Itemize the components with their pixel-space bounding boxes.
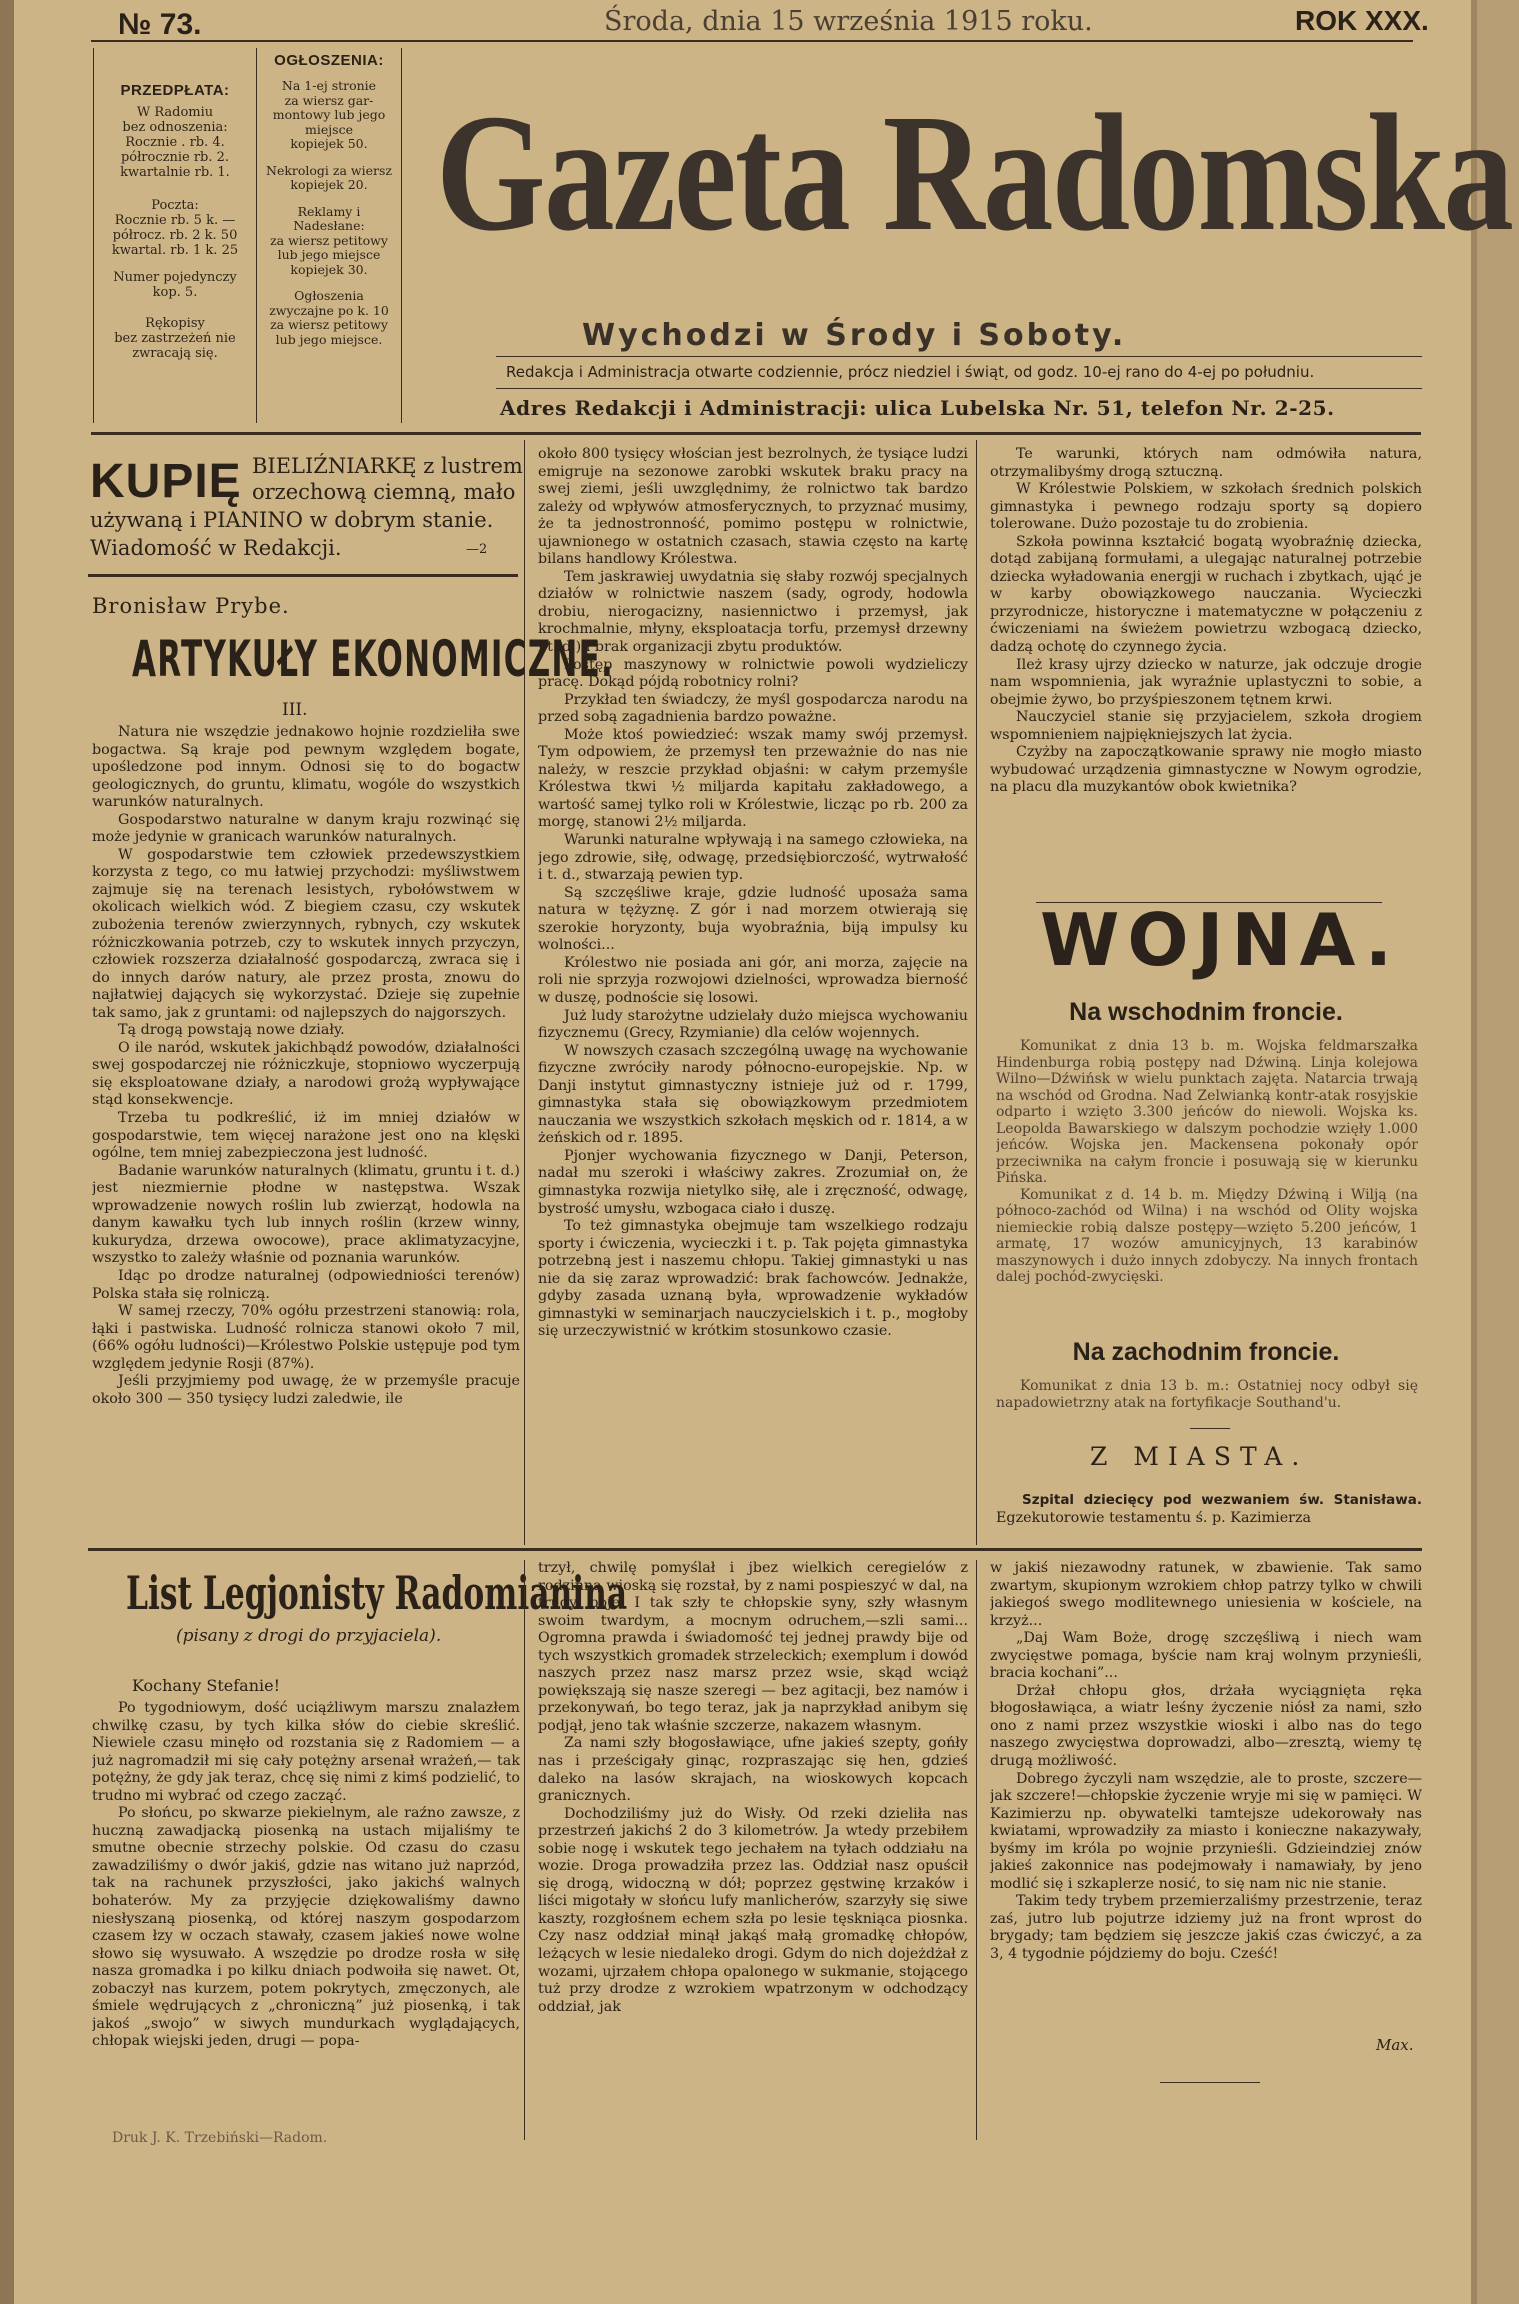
article-col-1: Natura nie wszędzie jednakowo hojnie rozdzieliła swe bogactwa. Są kraje pod pewnym względem bogate, upośledzone pod innym. Odnosi się to do bogactw geologicznych, do gruntu, klimatu, wogóle do wszystkich warunków naturalnych. Gospodarstwo naturalne w danym kraju rozwinąć się może jedynie w granicach warunków naturalnych. W gospodarstwie tem człowiek przedewszystkiem korzysta z tego, co mu łatwiej przychodzi: myśliwstwem zajmuje się na terenach lesistych, rybołówstwem w okolicach wielkich wód. Z biegiem czasu, czy wskutek zubożenia terenów zwierzynnych, rybnych, czy wskutek różniczkowania potrzeb, czy to wskutek innych przyczyn, człowiek rozszerza działalność gospodarczą, zwraca się i do innych darów natury, ale przez prosta, znowu do najłatwiej dających się wykorzystać. Dzieje się zupełnie tak samo, jak z gruntami: od najlepszych do najgorszych. Tą drogą powstają nowe działy. O ile naród, wskutek jakichbądź powodów, działalności swej gospodarczej nie różniczkuje, stopniowo wyczerpują się eksploatowane działy, a narodowi grożą wypływające stąd konsekwencje. Trzeba tu podkreślić, iż im mniej działów w gospodarstwie, tem więcej narażone jest ono na klęski ogólne, tem mniej zabezpieczona jest ludność. Badanie warunków naturalnych (klimatu, gruntu i t. d.) jest niezmiernie płodne w następstwa. Wszak wprowadzenie nowych roślin lub zwierząt, hodowla na danym kawałku tych lub innych roślin (krzew winny, kukurydza, drzewa owocowe), prace aklimatyzacyjne, wszystko to zależy właśnie od poznania warunków. Idąc po drodze naturalnej (odpowiedniości terenów) Polska stała się rolniczą. W samej rzeczy, 70% ogółu przestrzeni stanowią: rola, łąki i pastwiska. Ludność rolnicza stanowi około 7 mil, (66% ogółu ludności)—Królestwo Polskie ustępuje pod tym względem jedynie Rosji (87%). Jeśli przyjmiemy pod uwagę, że w przemyśle pracuje około 300 — 350 tysięcy ludzi zaledwie, ile [92, 724, 520, 1407]
classified-big: KUPIĘ [90, 455, 242, 508]
newspaper-subtitle: Wychodzi w Środy i Soboty. [582, 318, 1127, 353]
letter-title: List Legjonisty Radomianina [126, 1566, 628, 1620]
war-west-title: Na zachodnim froncie. [1072, 1338, 1340, 1366]
subscription-single: Numer pojedynczy kop. 5. [113, 270, 237, 300]
city-item-text: Egzekutorowie testamentu ś. p. Kazimierza [996, 1509, 1312, 1526]
city-item-title: Szpital dziecięcy pod wezwaniem św. Stanisława. [1022, 1492, 1422, 1508]
masthead-rule-1 [496, 356, 1422, 357]
letter-col-3: w jakiś niezawodny ratunek, w zbawienie. Tak samo zwartym, skupionym wzrokiem chłop patrzy tylko w chwili jakiegoś swego modlitewnego uniesienia w kościele, na krzyż... „Daj Wam Boże, drogę szczęśliwą i niech wam zwycięstwe pomaga, byście nam kraj wolnym przynieśli, bracia kochani”... Drżał chłopu głos, drżała wyciągnięta ręka błogosławiąca, a wiatr leśny życzenie niósł za nami, szło ono z nami przez wszystkie wioski i albo nas do tego naszego zwycięstwa doprowadzi, albo—zresztą, wiemy tę drugą możliwość. Dobrego życzyli nam wszędzie, ale to proste, szczere—jak szczere!—chłopskie życzenie wryje mi się w pamięci. W Kazimierzu np. obywatelki tamtejsze udekorowały nas kwiatami, wprowadziły za miasto i konieczne nakazywały, byśmy im króla po wojnie przynieśli. Gdzieindziej znów jakieś zakonnice nas podejmowały i namawiały, by jeno modlić się i szkaplerze nosić, to się nam nic nie stanie. Takim tedy trybem przemierzaliśmy przestrzenie, teraz zaś, jutro lub pojutrze idziemy już na front wprost do brygady; tam będziem się jeszcze jakiś czas ćwiczyć, a za 3, 4 tygodnie pójdziemy do boju. Cześć! [990, 1560, 1422, 1963]
subscription-box-right [256, 48, 257, 423]
column-rule-2 [976, 440, 977, 1545]
classified-rule [88, 574, 518, 577]
war-east-text: Komunikat z dnia 13 b. m. Wojska feldmarszałka Hindenburga robią postępy nad Dźwiną. Linja kolejowa Wilno—Dźwińsk w wielu punktach zajęta. Natarcia trwają na wschód od Grodna. Nad Zelwianką kontr-atak rosyjskie odparto i wzięto 3.300 jeńców do niewoli. Wojska ks. Leopolda Bawarskiego w dalszym pochodzie wzięły 1.000 jeńców. Wojska jen. Mackensena pokonały opór przeciwnika na całym froncie i posuwają się w kierunku Pińska. Komunikat z d. 14 b. m. Między Dźwiną i Wilją (na północo-zachód od Wilna) i na wschód od Olity wojska niemieckie robią dalsze postępy—wzięto 5.200 jeńców, 1 armatę, 17 wozów amunicyjnych, 13 karabinów maszynowych i dużo innych zdobyczy. Na innych frontach dalej pochód-zwycięski. [996, 1038, 1418, 1285]
subscription-mail: Rocznie rb. 5 k. — półrocz. rb. 2 k. 50 kwartal. rb. 1 k. 25 [111, 213, 239, 258]
war-title: WOJNA. [1040, 898, 1401, 982]
subscription-title: PRZEDPŁATA: [120, 82, 230, 99]
column-rule-3 [524, 1560, 525, 2140]
city-title: Z MIASTA. [1090, 1442, 1309, 1471]
classified-line3: używaną i PIANINO w dobrym stanie. [90, 508, 494, 532]
war-east-title: Na wschodnim froncie. [1069, 998, 1343, 1026]
article-title: ARTYKUŁY EKONOMICZNE. [132, 630, 615, 688]
war-west-text: Komunikat z dnia 13 b. m.: Ostatniej nocy odbył się napadowietrzny atak na fortyfikacje Southand'u. [996, 1378, 1418, 1411]
letter-col-2: trzył, chwilę pomyślał i jbez wielkich ceregielów z rodzinną wioską się rozstał, by z nami pospieszyć w dal, na trudy, boje. I tak szły te chłopskie syny, szły własnym swoim twardym, a mocnym odruchem,—szli sami... Ogromna prawda i świadomość tej jednej prawdy bije od tych wszystkich gromadek strzeleckich; exemplum i dowód naszych przez nasz marsz przez wsie, skąd wciąż powiększają się nasze szeregi — bez agitacji, bez namów i przekonywań, bo tego teraz, jak ja naprzykład anibym się podjął, jeno tak właśnie szczerze, nakazem własnym. Za nami szły błogosławiące, ufne jakieś szepty, gońły nas i prześcigały ginąc, rozpraszając się hen, gdzieś daleko na lasów skrajach, na wioskowych kopcach granicznych. Dochodziliśmy już do Wisły. Od rzeki dzieliła nas przestrzeń jakichś 2 do 3 kilometrów. Ja wtedy przebiłem sobie nogę i wskutek tego jechałem na tyłach oddziału na wozie. Droga prowadziła przez las. Oddział nasz opuścił się drogą, widoczną w dół; poprzez gęstwinę krzaków i liści migotały w słońcu lufy manlicherów, szarzyły się siwe kaszty, rozgłośnem echem szła po lesie tęskniąca piosnka. Czy nasz oddział minął jakąś małą gromadkę chłopów, leżących w lesie niedaleko drogi. Gdym do nich dojeżdżał z wozami, ujrzałem chłopa opalonego w sukmanie, stojącego tuż przy drodze z wzrokiem wpatrzonym w odchodzący oddział, jak [538, 1560, 968, 2015]
subscription-box-left [93, 48, 94, 423]
year-label: ROK XXX. [1295, 5, 1429, 36]
page-right-edge [1471, 0, 1519, 2304]
subscription-local: W Radomiu bez odnoszenia: Rocznie . rb. 4. półrocznie rb. 2. kwartalnie rb. 1. [120, 105, 230, 180]
column-rule-4 [976, 1560, 977, 2140]
classified-ad [88, 446, 523, 566]
letter-greeting: Kochany Stefanie! [132, 1676, 281, 1695]
column-rule-1 [524, 440, 525, 1545]
city-rule [1190, 1428, 1230, 1429]
classified-line2: orzechową ciemną, mało [252, 480, 516, 504]
subscription-manuscripts: Rękopisy bez zastrzeżeń nie zwracają się. [114, 316, 236, 361]
printer-line: Druk J. K. Trzebiński—Radom. [112, 2130, 328, 2146]
ads-box [260, 52, 398, 347]
classified-ref: —2 [466, 542, 488, 557]
page-left-edge [0, 0, 14, 2304]
article-author: Bronisław Prybe. [92, 594, 290, 618]
article-col-2: około 800 tysięcy włościan jest bezrolnych, że tysiące ludzi emigruje na sezonowe zarobki wskutek braku pracy na swej ziemi, jeśli uwzględnimy, że rolnictwo tak bardzo zależy od wpływów atmosferycznych, to przyznać musimy, że ta jednostronność, pomimo postępu w rolnictwie, ujawnionego w ostatnich czasach, stawia często na kartę bilans handlowy Królestwa. Tem jaskrawiej uwydatnia się słaby rozwój specjalnych działów w rolnictwie naszem (sady, ogrody, hodowla drobiu, nierogacizny, nasiennictwo i przemysł, jak krochmalnie, młyny, eksploatacja torfu, przemysł drzewny i t. d.) i brak organizacji zbytu produktów. Postęp maszynowy w rolnictwie powoli wydzieliczy pracę. Dokąd pójdą robotnicy rolni? Przykład ten świadczy, że myśl gospodarcza narodu na przed sobą zagadnienia bardzo poważne. Może ktoś powiedzieć: wszak mamy swój przemysł. Tym odpowiem, że przemysł ten przeważnie do nas nie należy, w reszcie przykład objaśni: w całym przemyśle Królestwa tkwi ½ miljarda kapitału zakładowego, a wartość samej tylko roli w Królestwie, licząc po rb. 200 za morgę, stanowi 2½ miljarda. Warunki naturalne wpływają i na samego człowieka, na jego zdrowie, siłę, odwagę, przedsiębiorczość, wytrwałość i t. d., stwarzają pewien typ. Są szczęśliwe kraje, gdzie ludność uposaża sama natura w tężyznę. Z gór i nad morzem otwierają się szerokie horyzonty, buja wyobraźnia, biją impulsy ku wolności... Królestwo nie posiada ani gór, ani morza, zajęcie na roli nie sprzyja rozwojowi dzielności, wprowadza bierność w duszę, podnoście się losowi. Już ludy starożytne udzielały dużo miejsca wychowaniu fizycznemu (Grecy, Rzymianie) dla celów wojennych. W nowszych czasach szczególną uwagę na wychowanie fizyczne zwróciły narody północno-europejskie. Np. w Danji instytut gimnastyczny istnieje już od r. 1799, gimnastyka stała się obowiązkowym przedmiotem nauczania we wszystkich szkołach męskich od r. 1814, a w żeńskich od r. 1895. Pjonjer wychowania fizycznego w Danji, Peterson, nadał mu szeroki i właściwy zakres. Zrozumiał on, że gimnastyka rozwija nietylko siłę, ale i zręczność, odwagę, bystrość umysłu, wzbogaca ciało i duszę. To też gimnastyka obejmuje tam wszelkiego rodzaju sporty i ćwiczenia, wycieczki i t. p. Tak pojęta gimnastyka potrzebną jest i naszemu chłopu. Takiej gimnastyki u nas nie da się zaraz wprowadzić: brak fachowców. Jednakże, gdyby zasada uznaną była, wprowadzenie wykładów gimnastyki w seminarjach nauczycielskich i t. p., mogłoby się urzeczywistnić w krótkim stosunkowo czasie. [538, 446, 968, 1340]
address: Adres Redakcji i Administracji: ulica Lubelska Nr. 51, telefon Nr. 2-25. [500, 396, 1335, 420]
article-part: III. [282, 700, 308, 720]
date-line: Środa, dnia 15 września 1915 roku. [604, 6, 1093, 37]
newspaper-title: Gazeta Radomska [436, 80, 1513, 266]
ads-lines: Na 1-ej stronie za wiersz gar- montowy lub jego miejsce kopiejek 50. Nekrologi za wiersz kopiejek 20. Reklamy i Nadesłane: za wiersz petitowy lub jego miejsce kopiejek 30. Ogłoszenia zwyczajne po k. 10 za wiersz petitowy lub jego miejsce. [266, 78, 392, 347]
office-hours: Redakcja i Administracja otwarte codziennie, prócz niedziel i świąt, od godz. 10-ej rano do 4-ej po południu. [506, 363, 1315, 381]
subscription-mail-title: Poczta: [151, 198, 199, 213]
letter-end-rule [1160, 2082, 1260, 2083]
issue-number: № 73. [118, 8, 202, 41]
letter-signature: Max. [1376, 2036, 1414, 2054]
masthead-rule-3 [91, 432, 1421, 435]
subscription-box [96, 82, 254, 361]
letter-subtitle: (pisany z drogi do przyjaciela). [176, 1626, 442, 1646]
classified-line4: Wiadomość w Redakcji. [90, 536, 342, 560]
section-rule [88, 1548, 1422, 1551]
masthead-rule-2 [496, 388, 1422, 389]
classified-line1: BIELIŹNIARKĘ z lustrem [252, 454, 523, 478]
city-item [996, 1492, 1422, 1532]
ads-box-right [401, 48, 402, 423]
article-col-3: Te warunki, których nam odmówiła natura, otrzymalibyśmy drogą sztuczną. W Królestwie Polskiem, w szkołach średnich polskich gimnastyka i pewnego rodzaju sporty są dopiero tolerowane. Dużo pozostaje tu do zrobienia. Szkoła powinna kształcić bogatą wyobraźnię dziecka, dotąd zabijaną formułami, a ulegając naturalnej potrzebie dziecka wyładowania energji w ruchach i zbytkach, ująć je w karby obowiązkowego nauczania. Wycieczki przyrodnicze, historyczne i matematyczne w połączeniu z ćwiczeniami na świeżem powietrzu wzbogacą dziecko, dadzą ochotę do czynnego życia. Ileż krasy ujrzy dziecko w naturze, jak odczuje drogie nam wspomnienia, jak wyraźnie uplastyczni to sobie, a obejmie żywo, bo przyśpieszonem tętnem krwi. Nauczyciel stanie się przyjacielem, szkoła drogiem wspomnieniem najpiękniejszych lat życia. Czyżby na zapoczątkowanie sprawy nie mogło miasto wybudować urządzenia gimnastyczne w Nowym ogrodzie, na placu dla muzykantów obok kwietnika? [990, 446, 1422, 796]
ads-title: OGŁOSZENIA: [274, 52, 384, 69]
letter-col-1: Po tygodniowym, dość uciążliwym marszu znalazłem chwilkę czasu, by tych kilka słów do ciebie skreślić. Niewiele czasu minęło od rozstania się z Radomiem — a już nagromadził mi się cały potężny arsenał wrażeń,— tak potężny, że gdy jak teraz, chcę się nimi z kimś podzielić, to trudno mi wybrać od czego zacząć. Po słońcu, po skwarze piekielnym, ale raźno zawsze, z huczną zawadjacką piosenką na ustach mijaliśmy te smutne obecnie strzechy polskie. Od czasu do czasu zawadziliśmy o dwór jakiś, gdzie nas witano już naprzód, tak na rachunek przyszłości, jako jakichś walnych bohaterów. My za przyjęcie dziękowaliśmy dawno niesłyszaną piosenką, od której naszym gospodarzom czasem łzy w oczach stawały, czasem jakieś nowe wolne słowo się wysuwało. A wszędzie po drodze rosła w siłę nasza gromadka i po kilku dniach podwoiła się nawet. Ot, zobaczył nas kurzem, potem pokrytych, zmęczonych, ale śmiele wędrujących z „chroniczną” już piosenką, i tak jakoś „swojo” w siwych mundurkach wyglądających, chłopak wiejski jeden, drugi — popa- [92, 1700, 520, 2050]
